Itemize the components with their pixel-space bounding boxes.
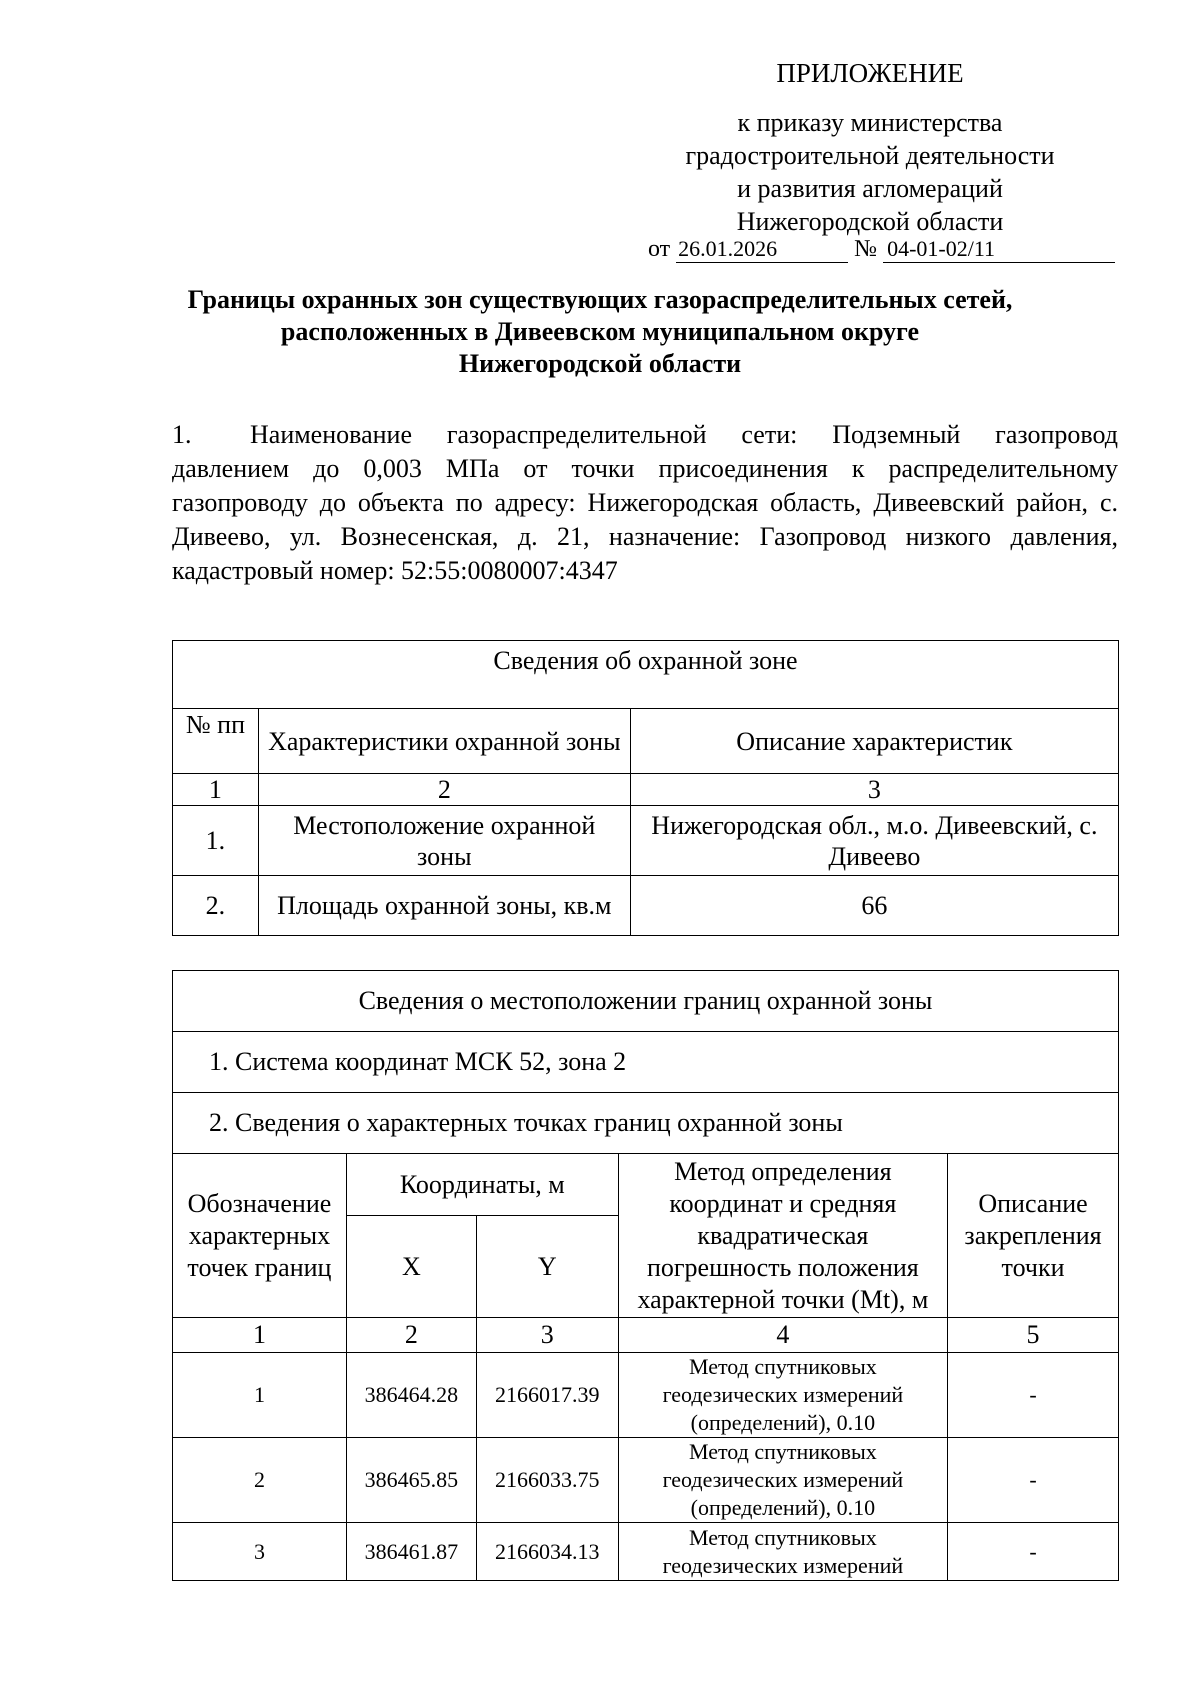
point-x: 386465.85 bbox=[346, 1438, 476, 1523]
network-description bbox=[172, 418, 1118, 588]
point-y: 2166033.75 bbox=[476, 1438, 618, 1523]
zone-info-table bbox=[172, 640, 1119, 936]
zone-table-caption: Сведения об охранной зоне bbox=[173, 641, 1119, 709]
point-method: Метод спутниковых геодезических измерений (определений), 0.10 bbox=[618, 1438, 947, 1523]
point-fixing: - bbox=[948, 1353, 1119, 1438]
characteristic-name: Площадь охранной зоны, кв.м bbox=[258, 876, 630, 936]
column-header: № пп bbox=[173, 709, 259, 774]
appendix-title: ПРИЛОЖЕНИЕ bbox=[776, 58, 964, 88]
designation-header: Обозначение характерных точек границ bbox=[173, 1154, 347, 1318]
point-y: 2166017.39 bbox=[476, 1353, 618, 1438]
section-text: Наименование газораспределительной сети: Подземный газопровод давлением до 0,003 МПа от точки присоединения к распределительному газопроводу до объекта по адресу: Нижегородская область, Дивеевский район, с. Дивеево, ул. Вознесенская, д. 21, назначение: Газопровод низкого давления, кадастровый номер: 52:55:0080007:4347 bbox=[172, 420, 1118, 585]
table-row bbox=[173, 1353, 1119, 1438]
point-method: Метод спутниковых геодезических измерений (определений), 0.10 bbox=[618, 1353, 947, 1438]
index-cell: 1 bbox=[173, 774, 259, 806]
column-header: Описание характеристик bbox=[630, 709, 1118, 774]
fixing-header: Описание закрепления точки bbox=[948, 1154, 1119, 1318]
order-reference bbox=[640, 106, 1100, 238]
point-method: Метод спутниковых геодезических измерений bbox=[618, 1523, 947, 1581]
point-y: 2166034.13 bbox=[476, 1523, 618, 1581]
title-line: Нижегородской области bbox=[458, 349, 742, 378]
order-reference-line: градостроительной деятельности bbox=[685, 141, 1055, 170]
point-x: 386461.87 bbox=[346, 1523, 476, 1581]
characteristic-name: Местоположение охранной зоны bbox=[258, 806, 630, 876]
y-header: Y bbox=[476, 1216, 618, 1318]
index-cell: 2 bbox=[346, 1318, 476, 1353]
title-line: Границы охранных зон существующих газораспределительных сетей, bbox=[187, 285, 1013, 314]
point-x: 386464.28 bbox=[346, 1353, 476, 1438]
point-fixing: - bbox=[948, 1438, 1119, 1523]
characteristic-value: 66 bbox=[630, 876, 1118, 936]
column-header: Характеристики охранной зоны bbox=[258, 709, 630, 774]
index-cell: 4 bbox=[618, 1318, 947, 1353]
order-date-number bbox=[648, 236, 1115, 263]
title-line: расположенных в Дивеевском муниципальном округе bbox=[280, 317, 920, 346]
coordinates-header: Координаты, м bbox=[346, 1154, 618, 1216]
characteristic-value: Нижегородская обл., м.о. Дивеевский, с. Дивеево bbox=[630, 806, 1118, 876]
order-number: 04-01-02/11 bbox=[883, 236, 1115, 263]
x-header: X bbox=[346, 1216, 476, 1318]
row-number: 2. bbox=[173, 876, 259, 936]
order-reference-line: к приказу министерства bbox=[737, 108, 1003, 137]
document-title bbox=[150, 284, 1050, 380]
order-date: 26.01.2026 bbox=[676, 236, 848, 263]
point-id: 1 bbox=[173, 1353, 347, 1438]
from-label: от bbox=[648, 236, 671, 262]
section-number: 1. bbox=[172, 420, 192, 449]
table-row bbox=[173, 1438, 1119, 1523]
row-number: 1. bbox=[173, 806, 259, 876]
points-table-caption: Сведения о местоположении границ охранной зоны bbox=[173, 971, 1119, 1032]
index-cell: 1 bbox=[173, 1318, 347, 1353]
point-fixing: - bbox=[948, 1523, 1119, 1581]
order-reference-line: и развития агломераций bbox=[737, 174, 1003, 203]
index-cell: 3 bbox=[630, 774, 1118, 806]
boundary-points-table bbox=[172, 970, 1119, 1581]
point-id: 3 bbox=[173, 1523, 347, 1581]
index-cell: 5 bbox=[948, 1318, 1119, 1353]
table-row bbox=[173, 806, 1119, 876]
number-label: № bbox=[854, 236, 878, 262]
method-header: Метод определения координат и средняя квадратическая погрешность положения характерной точки (Mt), м bbox=[618, 1154, 947, 1318]
table-row bbox=[173, 876, 1119, 936]
table-row bbox=[173, 1523, 1119, 1581]
coordinate-system: 1. Система координат МСК 52, зона 2 bbox=[173, 1032, 1119, 1093]
index-cell: 2 bbox=[258, 774, 630, 806]
points-subtitle: 2. Сведения о характерных точках границ охранной зоны bbox=[173, 1093, 1119, 1154]
order-reference-line: Нижегородской области bbox=[736, 207, 1004, 236]
point-id: 2 bbox=[173, 1438, 347, 1523]
index-cell: 3 bbox=[476, 1318, 618, 1353]
